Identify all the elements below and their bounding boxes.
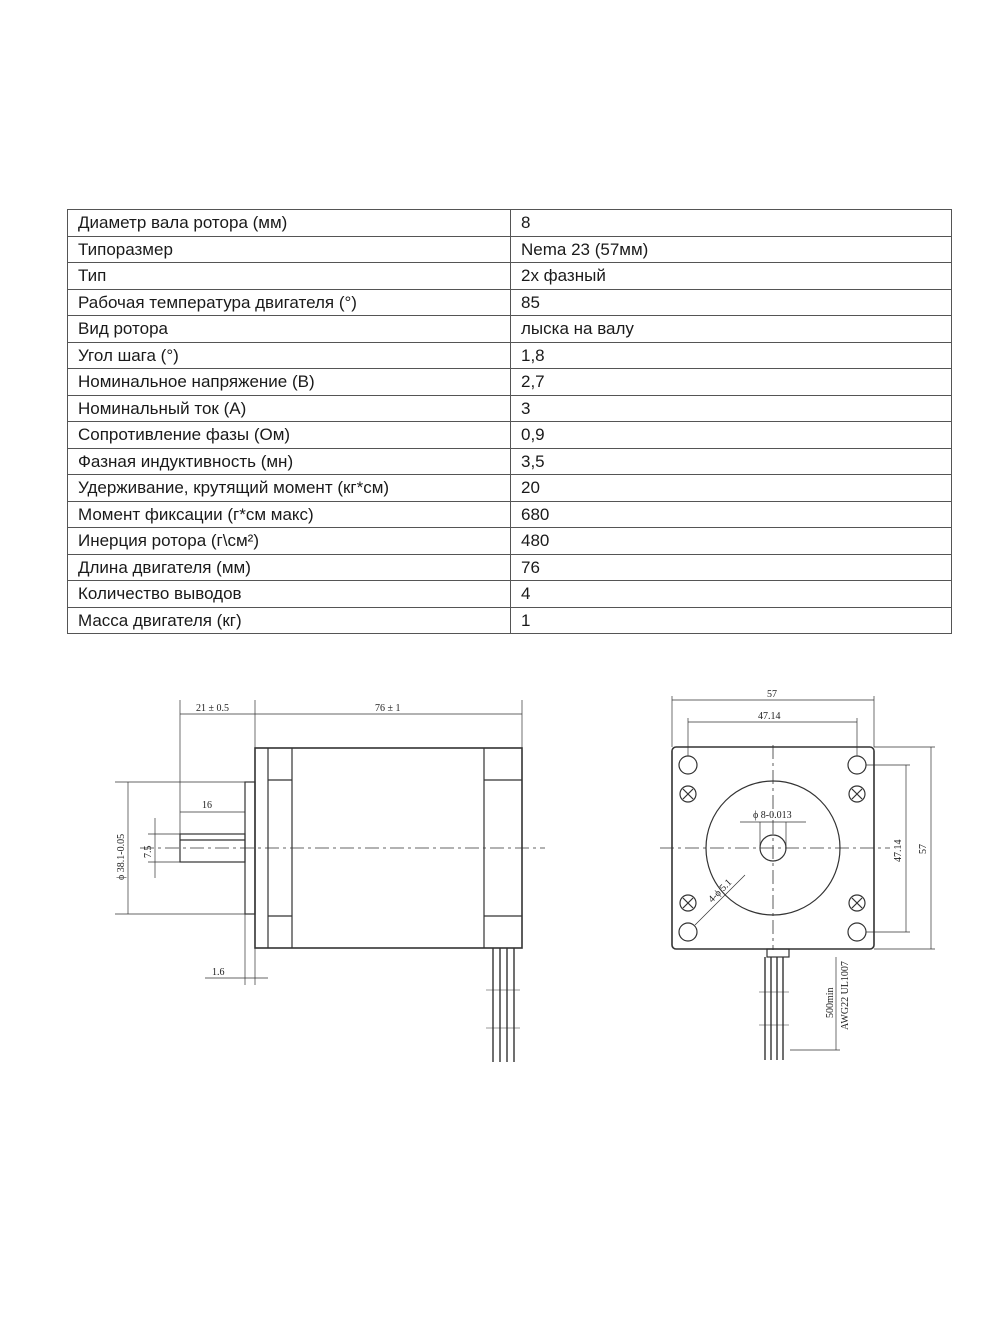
spec-row xyxy=(68,263,952,290)
spec-value: Nema 23 (57мм) xyxy=(511,236,952,263)
dim-shaft-diameter: 7.5 xyxy=(143,845,154,858)
spec-label: Вид ротора xyxy=(68,316,511,343)
spec-row xyxy=(68,607,952,634)
spec-label: Масса двигателя (кг) xyxy=(68,607,511,634)
spec-value: 680 xyxy=(511,501,952,528)
side-view-drawing xyxy=(115,700,545,1062)
dim-hole-spacing-h: 47.14 xyxy=(758,711,781,722)
spec-label: Номинальный ток (А) xyxy=(68,395,511,422)
spec-value: 20 xyxy=(511,475,952,502)
dim-holes: 4-ϕ 5.1 xyxy=(706,877,735,906)
dim-motor-length: 76 ± 1 xyxy=(375,703,401,714)
front-view-drawing xyxy=(660,689,935,1060)
spec-value: 2,7 xyxy=(511,369,952,396)
spec-label: Угол шага (°) xyxy=(68,342,511,369)
dim-front-width: 57 xyxy=(767,689,777,700)
spec-value: 8 xyxy=(511,210,952,237)
spec-row xyxy=(68,581,952,608)
wire-spec: AWG22 UL1007 xyxy=(840,961,851,1030)
spec-row xyxy=(68,316,952,343)
front-wires xyxy=(759,957,789,1060)
spec-value: 4 xyxy=(511,581,952,608)
spec-label: Тип xyxy=(68,263,511,290)
side-wires xyxy=(486,948,520,1062)
spec-row xyxy=(68,501,952,528)
spec-value: 3 xyxy=(511,395,952,422)
dim-front-height: 57 xyxy=(918,844,929,854)
spec-label: Момент фиксации (г*см макс) xyxy=(68,501,511,528)
dim-front-shaft: ϕ 8-0.013 xyxy=(753,810,792,821)
spec-row xyxy=(68,289,952,316)
spec-row xyxy=(68,554,952,581)
spec-row xyxy=(68,528,952,555)
spec-value: 1,8 xyxy=(511,342,952,369)
screws xyxy=(680,786,865,911)
spec-label: Количество выводов xyxy=(68,581,511,608)
dim-boss-diameter: ϕ 38.1-0.05 xyxy=(116,833,127,880)
spec-row xyxy=(68,236,952,263)
spec-label: Длина двигателя (мм) xyxy=(68,554,511,581)
motor-drawings xyxy=(0,670,1000,1070)
spec-label: Сопротивление фазы (Ом) xyxy=(68,422,511,449)
dim-front-length: 21 ± 0.5 xyxy=(196,703,229,714)
spec-value: 3,5 xyxy=(511,448,952,475)
spec-label: Фазная индуктивность (мн) xyxy=(68,448,511,475)
spec-value: 480 xyxy=(511,528,952,555)
spec-value: лыска на валу xyxy=(511,316,952,343)
dim-hole-spacing-v: 47.14 xyxy=(893,839,904,862)
spec-row xyxy=(68,448,952,475)
spec-value: 76 xyxy=(511,554,952,581)
dim-shaft-length: 16 xyxy=(202,800,212,811)
spec-label: Номинальное напряжение (В) xyxy=(68,369,511,396)
spec-label: Инерция ротора (г\см²) xyxy=(68,528,511,555)
spec-value: 85 xyxy=(511,289,952,316)
spec-row xyxy=(68,395,952,422)
spec-row xyxy=(68,422,952,449)
spec-label: Удерживание, крутящий момент (кг*см) xyxy=(68,475,511,502)
spec-label: Рабочая температура двигателя (°) xyxy=(68,289,511,316)
spec-row xyxy=(68,210,952,237)
spec-value: 2х фазный xyxy=(511,263,952,290)
lead-length: 500min xyxy=(825,987,836,1018)
spec-value: 0,9 xyxy=(511,422,952,449)
spec-label: Типоразмер xyxy=(68,236,511,263)
spec-row xyxy=(68,369,952,396)
dim-flange-thickness: 1.6 xyxy=(212,967,225,978)
spec-table xyxy=(67,209,952,634)
spec-value: 1 xyxy=(511,607,952,634)
spec-label: Диаметр вала ротора (мм) xyxy=(68,210,511,237)
spec-row xyxy=(68,475,952,502)
spec-row xyxy=(68,342,952,369)
